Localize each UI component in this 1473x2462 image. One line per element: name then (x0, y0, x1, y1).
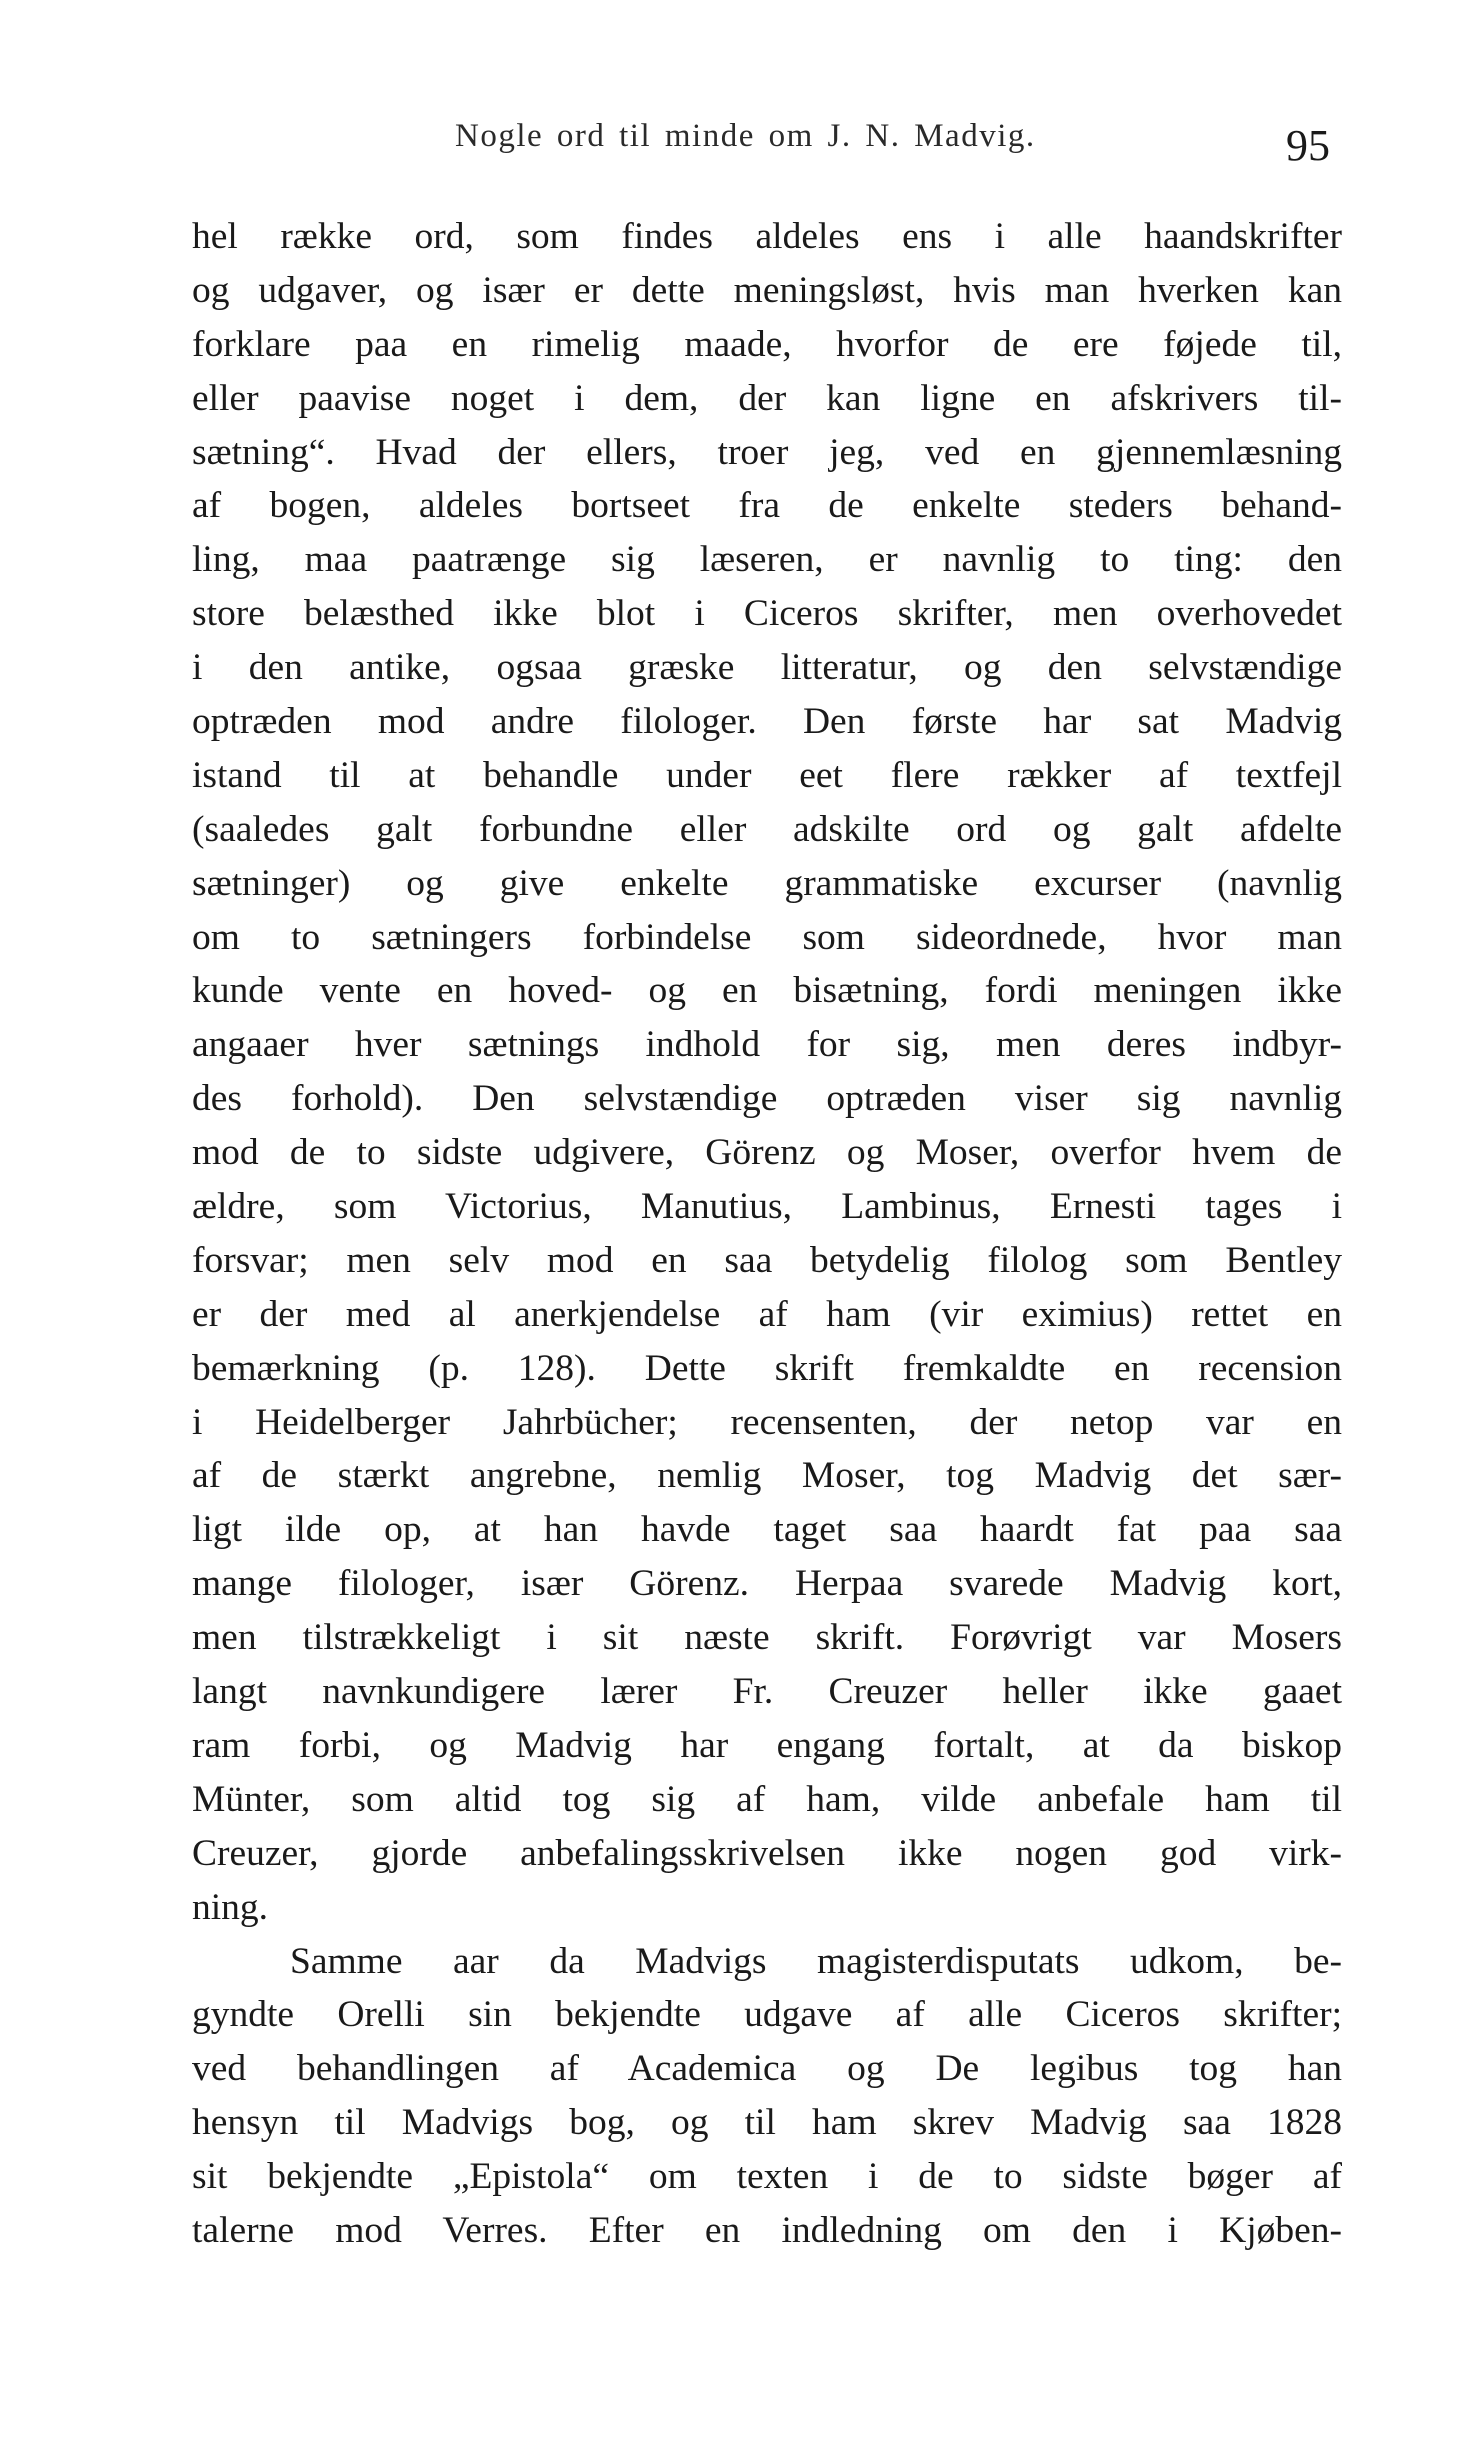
text-line: af bogen, aldeles bortseet fra de enkelte steders behand- (192, 485, 1342, 527)
text-line: ældre, som Victorius, Manutius, Lambinus, Ernesti tages i (192, 1186, 1342, 1228)
text-line: store belæsthed ikke blot i Ciceros skrifter, men overhovedet (192, 593, 1342, 635)
text-line: i den antike, ogsaa græske litteratur, og den selvstændige (192, 647, 1342, 689)
text-line: Münter, som altid tog sig af ham, vilde anbefale ham til (192, 1778, 1342, 1820)
text-line: ved behandlingen af Academica og De legibus tog han (192, 2048, 1342, 2090)
text-line: des forhold). Den selvstændige optræden viser sig navnlig (192, 1078, 1342, 1120)
text-line: i Heidelberger Jahrbücher; recensenten, der netop var en (192, 1401, 1342, 1443)
text-line: langt navnkundigere lærer Fr. Creuzer heller ikke gaaet (192, 1671, 1342, 1713)
text-line: ligt ilde op, at han havde taget saa haardt fat paa saa (192, 1509, 1342, 1551)
text-line: istand til at behandle under eet flere rækker af textfejl (192, 754, 1342, 796)
text-line: mange filologer, især Görenz. Herpaa svarede Madvig kort, (192, 1563, 1342, 1605)
text-line: kunde vente en hoved- og en bisætning, fordi meningen ikke (192, 970, 1342, 1012)
text-line: men tilstrækkeligt i sit næste skrift. Forøvrigt var Mosers (192, 1617, 1342, 1659)
paragraph-end-line: ning. (192, 1886, 269, 1928)
text-line: om to sætningers forbindelse som sideordnede, hvor man (192, 916, 1342, 958)
text-line: angaaer hver sætnings indhold for sig, men deres indbyr- (192, 1024, 1342, 1066)
text-line: ram forbi, og Madvig har engang fortalt, at da biskop (192, 1724, 1342, 1766)
text-line: og udgaver, og især er dette meningsløst, hvis man hverken kan (192, 269, 1342, 311)
text-line: sit bekjendte „Epistola“ om texten i de to sidste bøger af (192, 2156, 1342, 2198)
text-line: eller paavise noget i dem, der kan ligne en afskrivers til- (192, 377, 1342, 419)
text-line: sætninger) og give enkelte grammatiske excurser (navnlig (192, 862, 1342, 904)
text-line: optræden mod andre filologer. Den første har sat Madvig (192, 701, 1342, 743)
text-line: hel række ord, som findes aldeles ens i alle haandskrifter (192, 216, 1342, 257)
text-line: mod de to sidste udgivere, Görenz og Moser, overfor hvem de (192, 1132, 1342, 1174)
paragraph-start-line: Samme aar da Madvigs magisterdisputats udkom, be- (290, 1940, 1342, 1982)
text-line: bemærkning (p. 128). Dette skrift fremkaldte en recension (192, 1347, 1342, 1389)
text-line: forklare paa en rimelig maade, hvorfor de ere føjede til, (192, 323, 1342, 365)
text-line: forsvar; men selv mod en saa betydelig filolog som Bentley (192, 1239, 1342, 1281)
text-line: ling, maa paatrænge sig læseren, er navnlig to ting: den (192, 539, 1342, 581)
text-line: gyndte Orelli sin bekjendte udgave af alle Ciceros skrifter; (192, 1994, 1342, 2036)
text-line: (saaledes galt forbundne eller adskilte ord og galt afdelte (192, 808, 1342, 850)
text-line: af de stærkt angrebne, nemlig Moser, tog Madvig det sær- (192, 1455, 1342, 1497)
text-line: talerne mod Verres. Efter en indledning om den i Kjøben- (192, 2209, 1342, 2251)
running-header (0, 118, 1473, 178)
body-text (192, 210, 1342, 2258)
text-line: hensyn til Madvigs bog, og til ham skrev Madvig saa 1828 (192, 2102, 1342, 2144)
text-line: sætning“. Hvad der ellers, troer jeg, ved en gjennemlæsning (192, 431, 1342, 473)
text-line: er der med al anerkjendelse af ham (vir eximius) rettet en (192, 1293, 1342, 1335)
running-title: Nogle ord til minde om J. N. Madvig. (455, 118, 1036, 154)
text-line: Creuzer, gjorde anbefalingsskrivelsen ikke nogen god virk- (192, 1832, 1342, 1874)
page-number: 95 (1286, 121, 1330, 170)
